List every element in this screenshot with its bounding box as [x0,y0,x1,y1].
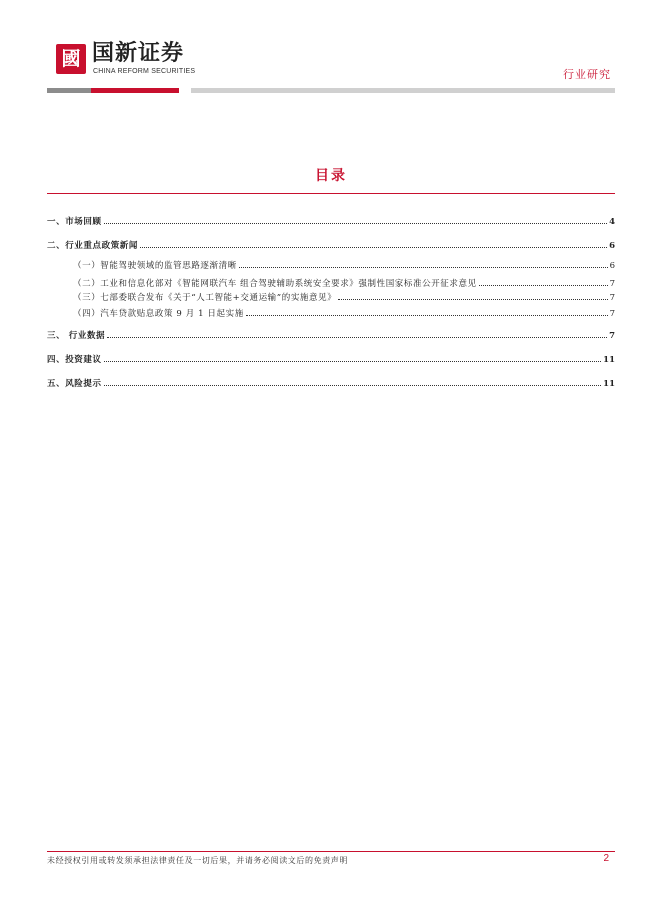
toc-item-label: （四）汽车贷款贴息政策 9 月 1 日起实施 [73,309,244,319]
company-name-en: CHINA REFORM SECURITIES [93,68,196,75]
toc-item-page: 7 [609,279,615,289]
toc-item[interactable] [47,212,615,228]
toc-item-label: （二）工业和信息化部对《智能网联汽车 组合驾驶辅助系统安全要求》强制性国家标准公开征求意见 [73,279,477,289]
report-category: 行业研究 [563,68,611,81]
toc-title: 目录 [315,168,347,184]
header-bar-red [91,88,179,93]
toc-item-page: 6 [609,261,615,271]
toc-item-label: 四、投资建议 [47,355,102,365]
footer-divider [47,851,615,852]
toc-item-label: 二、行业重点政策新闻 [47,241,139,251]
toc-item-label: 五、风险提示 [47,379,102,389]
toc-subitem[interactable] [47,304,615,320]
toc-title-divider [47,193,615,194]
header-bar-grey [47,88,91,93]
toc-subitem[interactable] [47,288,615,304]
toc-item-page: 6 [609,241,615,251]
toc-item-page: 4 [609,217,615,227]
toc-item-page: 7 [609,293,615,303]
toc-leader-dots [104,374,602,386]
page-header [0,0,662,100]
company-logo-icon: 國 [56,44,86,74]
toc-leader-dots [140,236,607,248]
toc-subitem[interactable] [47,256,615,272]
toc-leader-dots [338,288,607,300]
toc-leader-dots [246,304,608,316]
toc-item[interactable] [47,326,615,342]
toc-item[interactable] [47,350,615,366]
toc-item[interactable] [47,374,615,390]
footer-disclaimer: 未经授权引用或转发须承担法律责任及一切后果，并请务必阅读文后的免责声明 [47,856,348,865]
toc-leader-dots [107,326,607,338]
toc-leader-dots [104,350,602,362]
company-name-cn: 国新证券 [92,41,185,66]
footer-page-number: 2 [603,853,609,864]
toc-leader-dots [239,256,608,268]
toc-item[interactable] [47,236,615,252]
toc-item-label: 三、 行业数据 [47,331,106,341]
toc-item-page: 7 [609,331,615,341]
toc-item-label: （三）七部委联合发布《关于“人工智能+交通运输”的实施意见》 [73,293,337,303]
toc-item-page: 7 [609,309,615,319]
header-bar-light [191,88,615,93]
toc-item-label: 一、市场回顾 [47,217,102,227]
toc-item-page: 11 [603,379,615,389]
toc-item-label: （一）智能驾驶领域的监管思路逐渐清晰 [73,261,237,271]
toc-leader-dots [104,212,607,224]
toc-leader-dots [479,274,608,286]
toc-item-page: 11 [603,355,615,365]
